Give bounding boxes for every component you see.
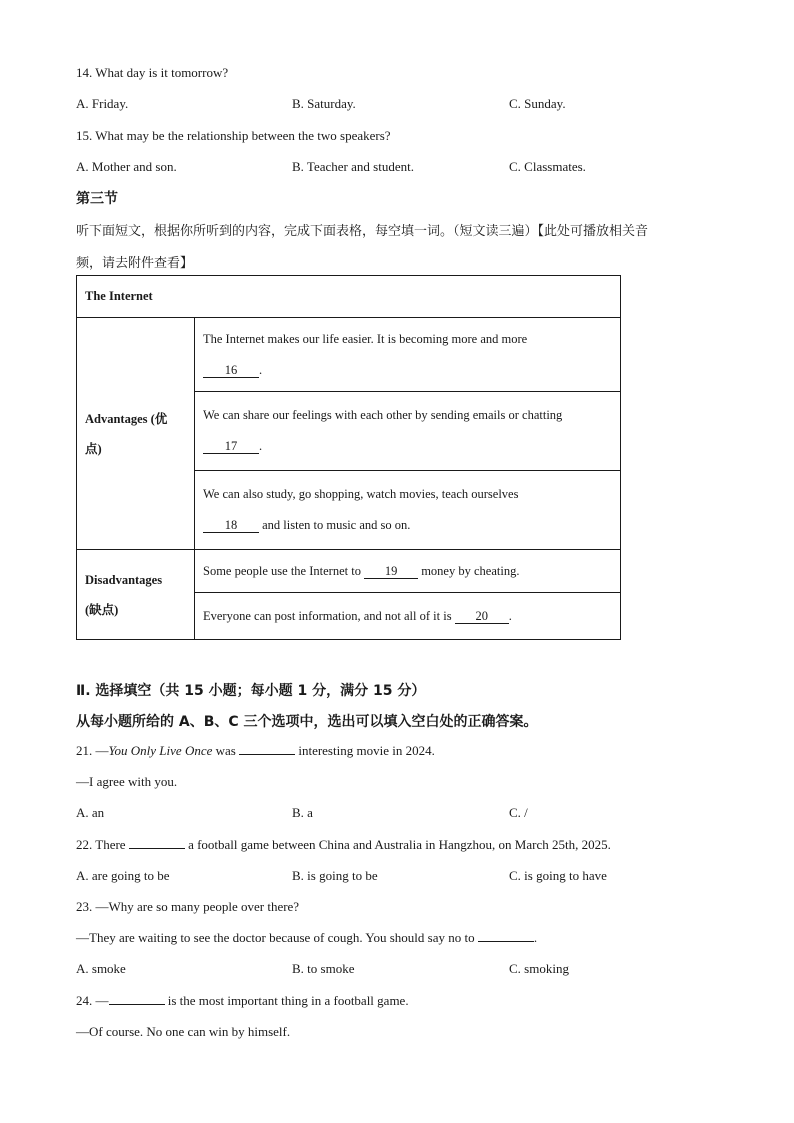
- q24-reply: —Of course. No one can win by himself.: [76, 1024, 291, 1039]
- q15-option-c: C. Classmates.: [509, 159, 586, 174]
- q21-reply: —I agree with you.: [76, 774, 178, 789]
- question-24: [76, 993, 409, 1009]
- table-row-19: [195, 550, 621, 593]
- row19-after: money by cheating.: [418, 563, 520, 578]
- q23-reply: [76, 930, 537, 946]
- table-row-16: The Internet makes our life easier. It is becoming more and more 16 .: [195, 318, 621, 392]
- disadvantages-label: [77, 550, 195, 640]
- question-15: 15. What may be the relationship between the two speakers?: [76, 128, 391, 143]
- q23-option-a: A. smoke: [76, 961, 126, 976]
- table-title: The Internet: [77, 276, 621, 318]
- part-2-heading: Ⅱ. 选择填空（共 15 小题；每小题 1 分，满分 15 分）: [76, 683, 426, 699]
- q23-option-c: C. smoking: [509, 961, 569, 976]
- q23-reply-prefix: —They are waiting to see the doctor because of cough. You should say no to: [76, 930, 478, 945]
- row20-before: Everyone can post information, and not all of it is: [203, 608, 455, 623]
- part-2-instruction: 从每小题所给的 A、B、C 三个选项中，选出可以填入空白处的正确答案。: [76, 714, 538, 730]
- q23-blank: [478, 941, 534, 942]
- q21-suffix: interesting movie in 2024.: [295, 743, 435, 758]
- row16-text: The Internet makes our life easier. It is becoming more and more: [203, 331, 528, 346]
- q23-reply-suffix: .: [533, 930, 538, 945]
- advantages-label: [77, 318, 195, 550]
- q23-option-b: B. to smoke: [292, 961, 355, 976]
- blank-17: 17: [203, 440, 259, 454]
- disadvantages-label-line1: Disadvantages: [85, 572, 163, 587]
- q24-suffix: is the most important thing in a football game.: [164, 993, 409, 1008]
- q24-blank: [109, 1004, 165, 1005]
- q14-option-c: C. Sunday.: [509, 96, 566, 111]
- blank-20: 20: [455, 610, 509, 624]
- blank-16: 16: [203, 364, 259, 378]
- blank-18: 18: [203, 519, 259, 533]
- row19-before: Some people use the Internet to: [203, 563, 365, 578]
- q21-movie-title: You Only Live Once: [108, 743, 213, 758]
- question-21: [76, 743, 435, 759]
- q21-prefix: 21. —: [76, 743, 109, 758]
- row18-after: and listen to music and so on.: [259, 518, 411, 532]
- table-row-17: We can share our feelings with each other by sending emails or chatting 17 .: [195, 392, 621, 471]
- section-3-title: 第三节: [76, 191, 118, 207]
- q21-option-c: C. /: [509, 805, 528, 820]
- section-3-instruction-line1: 听下面短文，根据你所听到的内容，完成下面表格，每空填一词。（短文读三遍）【此处可播放相关音: [76, 224, 649, 239]
- q21-blank: [239, 754, 295, 755]
- row18-text: We can also study, go shopping, watch movies, teach ourselves: [203, 487, 519, 501]
- q22-option-c: C. is going to have: [509, 868, 607, 883]
- disadvantages-label-line2: (缺点): [85, 602, 119, 617]
- q24-prefix: 24. —: [76, 993, 109, 1008]
- section-3-instruction-line2: 频，请去附件查看】: [76, 256, 194, 271]
- table-row-18: [195, 471, 621, 550]
- internet-table: [76, 275, 621, 640]
- advantages-label-line2: 点): [85, 441, 102, 456]
- q21-option-b: B. a: [292, 805, 313, 820]
- q14-option-a: A. Friday.: [76, 96, 129, 111]
- advantages-label-line1: Advantages (优: [85, 411, 168, 426]
- q15-option-b: B. Teacher and student.: [292, 159, 414, 174]
- row17-text: We can share our feelings with each other by sending emails or chatting: [203, 408, 563, 422]
- question-14: 14. What day is it tomorrow?: [76, 65, 229, 80]
- blank-19: 19: [364, 565, 418, 579]
- row20-end: .: [508, 608, 512, 623]
- q22-blank: [129, 848, 185, 849]
- q22-option-a: A. are going to be: [76, 868, 170, 883]
- q15-option-a: A. Mother and son.: [76, 159, 177, 174]
- q21-option-a: A. an: [76, 805, 105, 820]
- question-23: 23. —Why are so many people over there?: [76, 899, 300, 914]
- q22-suffix: a football game between China and Australia in Hangzhou, on March 25th, 2025.: [184, 837, 611, 852]
- q21-middle: was: [212, 743, 240, 758]
- q22-option-b: B. is going to be: [292, 868, 378, 883]
- q22-prefix: 22. There: [76, 837, 129, 852]
- question-22: [76, 837, 611, 853]
- table-row-20: [195, 593, 621, 640]
- q14-option-b: B. Saturday.: [292, 96, 356, 111]
